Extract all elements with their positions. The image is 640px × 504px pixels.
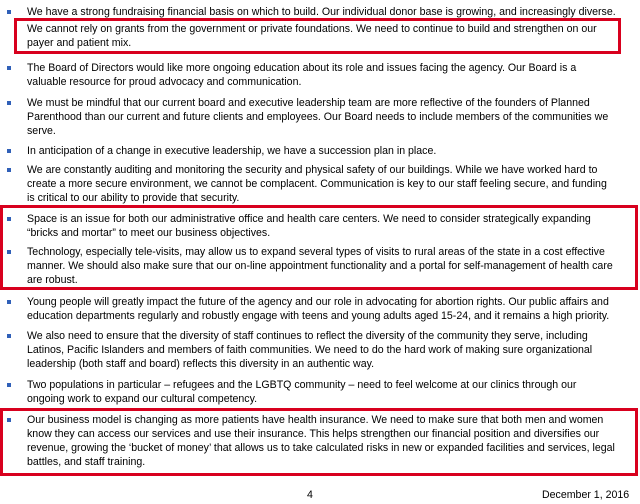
text-line: know they can access our services and use their insurance. This helps strengthen our financial position and diversifies our <box>27 428 600 440</box>
bullet-text <box>27 295 634 323</box>
text-line: is critical to our ability to provide that security. <box>27 192 240 204</box>
text-line: We also need to ensure that the diversity of staff continues to reflect the diversity of the community they serve, including <box>27 330 588 342</box>
text-line: Space is an issue for both our administrative office and health care centers. We need to consider strategically expanding <box>27 213 591 225</box>
text-line: Two populations in particular – refugees and the LGBTQ community – need to feel welcome at our clinics through our <box>27 379 577 391</box>
text-line: Latinos, Pacific Islanders and members of faith communities. We need to do the hard work of making sure organizational <box>27 344 593 356</box>
bullet-text <box>27 163 634 205</box>
bullet-marker <box>7 334 11 338</box>
text-line: are robust. <box>27 274 78 286</box>
text-line: create a more secure environment, we cannot be complacent. Communication is key to our staff feeling secure, and funding <box>27 178 607 190</box>
text-line: battles, and staff training. <box>27 456 146 468</box>
page-number: 4 <box>307 489 313 501</box>
text-line: manner. We should also make sure that our on-line appointment functionality and a portal for self-management of health care <box>27 260 613 272</box>
text-line: education departments regularly and robustly engage with teens and young adults aged 15-24, and it remains a high priority. <box>27 310 610 322</box>
bullet-text <box>27 144 634 158</box>
text-line: valuable resource for proud advocacy and communication. <box>27 76 302 88</box>
text-line: serve. <box>27 125 56 137</box>
text-line: leadership (both staff and board) reflects this diversity in an authentic way. <box>27 358 375 370</box>
text-line: payer and patient mix. <box>27 37 132 49</box>
bullet-marker <box>7 300 11 304</box>
text-line: The Board of Directors would like more ongoing education about its role and issues facing the agency. Our Board is a <box>27 62 577 74</box>
bullet-marker <box>7 101 11 105</box>
footer-date: December 1, 2016 <box>542 489 630 501</box>
text-line: Our business model is changing as more patients have health insurance. We need to make sure that both men and women <box>27 414 604 426</box>
highlight-box-grants <box>14 18 621 54</box>
highlight-box-business-model <box>0 408 638 476</box>
text-line: Young people will greatly impact the future of the agency and our role in advocating for abortion rights. Our public affairs and <box>27 296 609 308</box>
text-line: “bricks and mortar” to meet our business objectives. <box>27 227 271 239</box>
text-line: In anticipation of a change in executive leadership, we have a succession plan in place. <box>27 145 437 157</box>
text-line: ongoing work to expand our cultural competency. <box>27 393 258 405</box>
bullet-marker <box>7 66 11 70</box>
bullet-marker <box>7 168 11 172</box>
bullet-text <box>27 61 634 89</box>
text-line: We are constantly auditing and monitoring the security and physical safety of our buildings. While we have worked hard to <box>27 164 598 176</box>
highlight-box-space-technology <box>0 205 638 290</box>
text-line: revenue, growing the ‘bucket of money’ that allows us to take calculated risks in new or expanded facilities and services, legal <box>27 442 615 454</box>
text-line: We have a strong fundraising financial basis on which to build. Our individual donor base is growing, and increasingly diverse. <box>27 6 616 18</box>
bullet-marker <box>7 10 11 14</box>
bullet-text <box>27 378 634 406</box>
bullet-marker <box>7 149 11 153</box>
text-line: Parenthood than our current and future clients and employees. Our Board needs to include members of the communities we <box>27 111 609 123</box>
text-line: We cannot rely on grants from the government or private foundations. We need to continue to build and strengthen on our <box>27 23 597 35</box>
text-line: We must be mindful that our current board and executive leadership team are more reflective of the founders of Planned <box>27 97 590 109</box>
bullet-text <box>27 329 634 371</box>
bullet-text <box>27 96 634 138</box>
text-line: Technology, especially tele-visits, may allow us to expand several types of visits to rural areas of the state in a cost effective <box>27 246 605 258</box>
bullet-marker <box>7 383 11 387</box>
bullet-text <box>27 5 634 19</box>
